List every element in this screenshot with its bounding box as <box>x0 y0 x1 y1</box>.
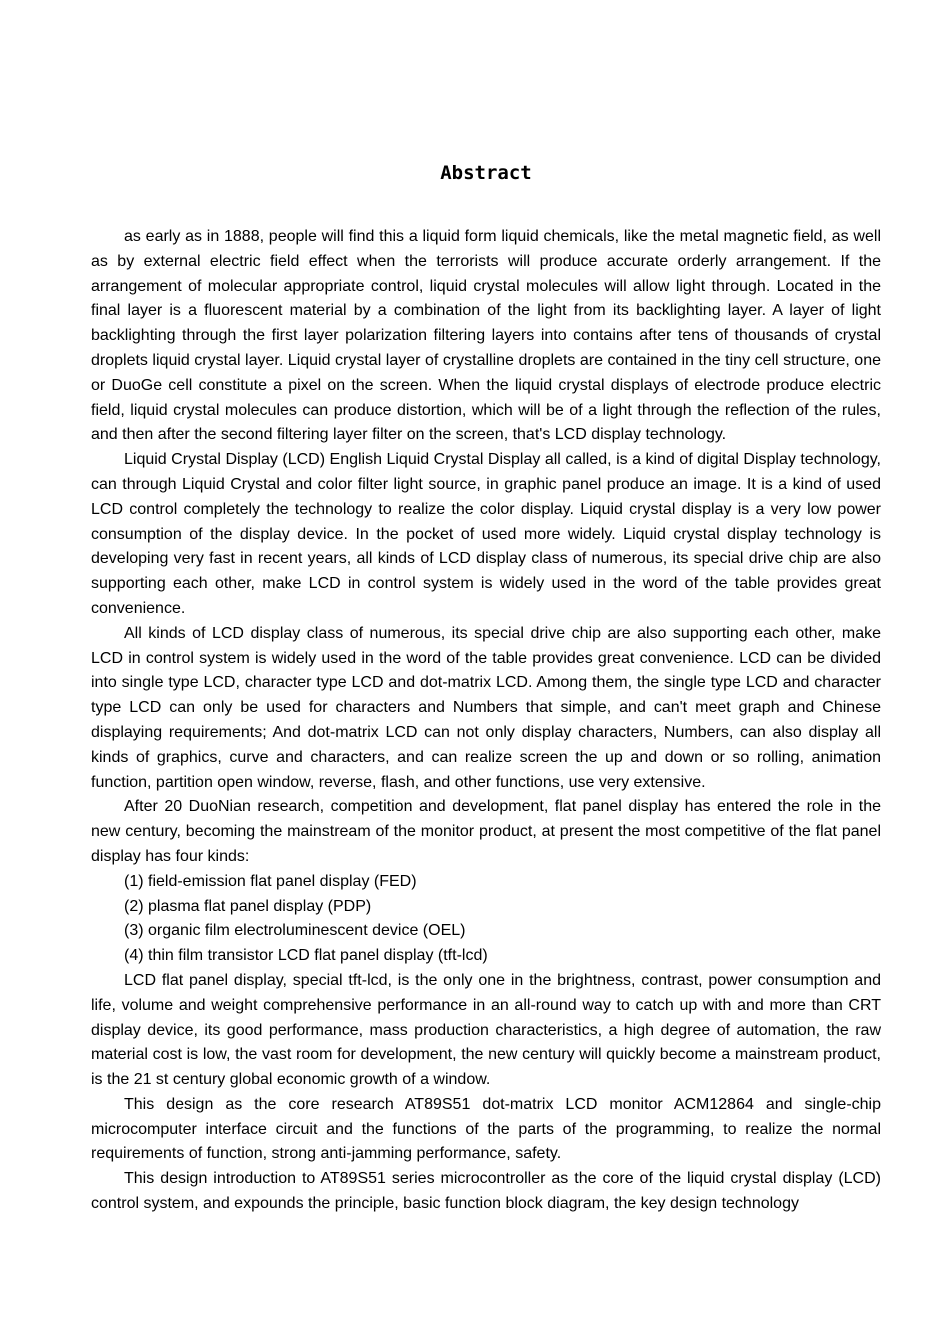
paragraph: LCD flat panel display, special tft-lcd, is the only one in the brightness, contrast, power consumption and life, volume and weight comprehensive performance in an all-round way to catch up with and more than CRT display device, its good performance, mass production characteristics, a high degree of automation, the raw material cost is low, the vast room for development, the new century will quickly become a mainstream product, is the 21 st century global economic growth of a window. <box>91 971 881 1089</box>
list-item: (3) organic film electroluminescent device (OEL) <box>124 922 466 940</box>
list-item: (4) thin film transistor LCD flat panel display (tft-lcd) <box>124 947 488 965</box>
abstract-body <box>91 225 881 1217</box>
paragraph: This design as the core research AT89S51 dot-matrix LCD monitor ACM12864 and single-chip microcomputer interface circuit and the functions of the parts of the programming, to realize the normal requirements of function, strong anti-jamming performance, safety. <box>91 1095 881 1163</box>
paragraph: as early as in 1888, people will find this a liquid form liquid chemicals, like the metal magnetic field, as well as by external electric field effect when the terrorists will produce accurate orderly arrangement. If the arrangement of molecular appropriate control, liquid crystal molecules will allow light through. Located in the final layer is a fluorescent material by a combination of the light from its backlighting layer. A layer of light backlighting through the first layer polarization filtering layers into contains after tens of thousands of crystal droplets liquid crystal layer. Liquid crystal layer of crystalline droplets are contained in the tiny cell structure, one or DuoGe cell constitute a pixel on the screen. When the liquid crystal displays of electrode produce electric field, liquid crystal molecules can produce distortion, which will be of a light through the reflection of the rules, and then after the second filtering layer filter on the screen, that's LCD display technology. <box>91 228 881 444</box>
paragraph: All kinds of LCD display class of numerous, its special drive chip are also supporting each other, make LCD in control system is widely used in the word of the table provides great convenience. LCD can be divided into single type LCD, character type LCD and dot-matrix LCD. Among them, the single type LCD and character type LCD can only be used for characters and Numbers that simple, and can't meet graph and Chinese displaying requirements; And dot-matrix LCD can not only display characters, Numbers, can also display all kinds of graphics, curve and characters, and can realize screen the up and down or so rolling, animation function, partition open window, reverse, flash, and other functions, use very extensive. <box>91 624 881 791</box>
paragraph: After 20 DuoNian research, competition and development, flat panel display has entered the role in the new century, becoming the mainstream of the monitor product, at present the most competitive of the flat panel display has four kinds: <box>91 798 881 865</box>
abstract-title: Abstract <box>440 162 532 184</box>
paragraph: This design introduction to AT89S51 series microcontroller as the core of the liquid crystal display (LCD) control system, and expounds the principle, basic function block diagram, the key design technology <box>91 1170 881 1213</box>
list-item: (1) field-emission flat panel display (FED) <box>124 872 417 890</box>
paragraph: Liquid Crystal Display (LCD) English Liquid Crystal Display all called, is a kind of digital Display technology, can through Liquid Crystal and color filter light source, in graphic panel produce an image. It is a kind of used LCD control completely the technology to realize the color display. Liquid crystal display is a very low power consumption of the display device. In the pocket of used more widely. Liquid crystal display technology is developing very fast in recent years, all kinds of LCD display class of numerous, its special drive chip are also supporting each other, make LCD in control system is widely used in the word of the table provides great convenience. <box>91 451 881 617</box>
list-item: (2) plasma flat panel display (PDP) <box>124 897 372 915</box>
